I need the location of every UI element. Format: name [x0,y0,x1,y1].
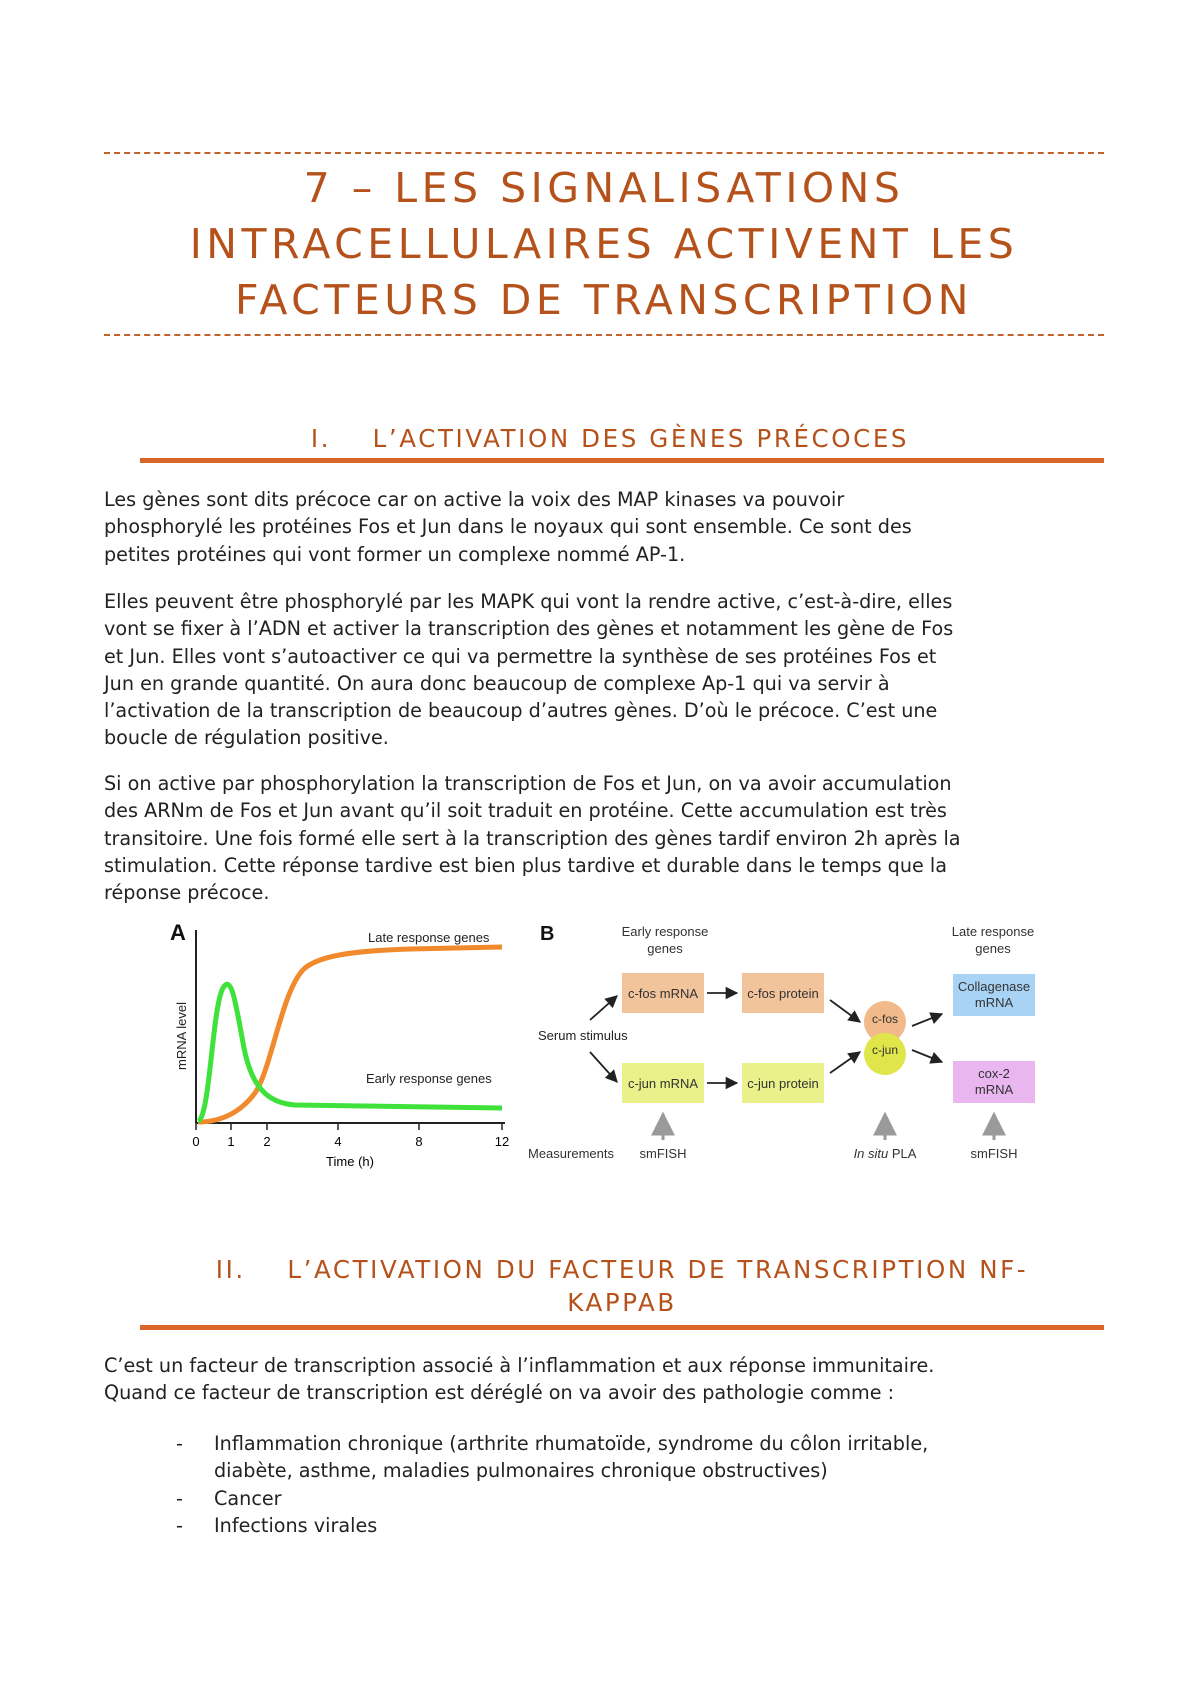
pla-label: PLA [888,1146,917,1161]
document-title [104,152,1104,336]
collagenase-label-1: Collagenase [957,979,1031,994]
serum-stimulus-label: Serum stimulus [538,1028,628,1043]
list-item-text: diabète, asthme, maladies pulmonaires chronique obstructives) [214,1459,828,1483]
title-bottom-rule [104,334,1104,336]
text-line: Jun en grande quantité. On aura donc beaucoup de complexe Ap-1 qui va servir à [104,671,890,695]
cox2-label-2: mRNA [974,1082,1014,1097]
cjun-mrna-label: c-jun mRNA [627,1076,699,1091]
tick-label: 4 [334,1134,342,1149]
title-line-2: INTRACELLULAIRES ACTIVENT LES [189,220,1019,268]
panel-a-letter: A [170,920,186,945]
text-line: phosphorylé les protéines Fos et Jun dans le noyaux qui sont ensemble. Ce sont des [104,515,912,539]
tick-label: 2 [263,1134,271,1149]
cjun-protein-label: c-jun protein [747,1076,819,1091]
text-line: et Jun. Elles vont s’autoactiver ce qui va permettre la synthèse de ses protéines Fos et [104,644,937,668]
section-1-rule [140,458,1104,463]
text-line: Les gènes sont dits précoce car on active la voix des MAP kinases va pouvoir [104,488,845,511]
section-2-heading-line-1: II. L’ACTIVATION DU FACTEUR DE TRANSCRIPTION NF- [215,1255,1029,1284]
text-line: l’activation de la transcription de beaucoup d’autres gènes. D’où le précoce. C’est une [104,699,938,723]
section-1-paragraph-1 [104,486,1114,568]
section-2-heading-line-2: KAPPAB [567,1288,677,1317]
title-top-rule [104,152,1104,154]
cfos-circle-label: c-fos [871,1012,899,1026]
tick-label: 0 [192,1134,200,1149]
text-line: boucle de régulation positive. [104,726,389,750]
cfos-mrna-label: c-fos mRNA [627,986,699,1001]
text-line: Elles peuvent être phosphorylé par les MAPK qui vont la rendre active, c’est-à-dire, elles [104,590,953,613]
bullet-dash: - [176,1513,183,1537]
text-line: stimulation. Cette réponse tardive est bien plus tardive et durable dans le temps que la [104,853,948,877]
panel-a-xlabel: Time (h) [326,1154,374,1169]
section-1-paragraph-3 [104,770,1114,906]
collagenase-label-2: mRNA [974,995,1014,1010]
text-line: vont se fixer à l’ADN et activer la transcription des gènes et notamment les gène de Fos [104,617,954,641]
early-response-label: Early response genes [366,1071,492,1086]
panel-a-ticks [196,1123,502,1130]
figure-svg [160,918,1060,1178]
bullet-dash: - [176,1486,183,1510]
text-line: C’est un facteur de transcription associé à l’inflammation et aux réponse immunitaire. [104,1354,935,1377]
early-header-2: genes [647,941,683,956]
list-item [176,1430,928,1485]
section-2-paragraph-1 [104,1352,1114,1407]
smfish-label-2: smFISH [970,1146,1018,1161]
late-response-label: Late response genes [368,930,490,945]
insitu-pla-label [854,1146,917,1161]
title-line-1: 7 – LES SIGNALISATIONS [303,164,905,212]
insitu-label: In situ [853,1146,889,1161]
text-line: réponse précoce. [104,881,270,905]
list-item [176,1485,928,1512]
late-header-1: Late response [951,924,1035,939]
section-1-heading: I. L’ACTIVATION DES GÈNES PRÉCOCES [310,424,910,453]
figure-early-late-genes [160,918,1060,1178]
text-line: Quand ce facteur de transcription est déréglé on va avoir des pathologie comme : [104,1381,895,1405]
pathology-list [176,1430,928,1539]
cfos-protein-label: c-fos protein [747,986,819,1001]
text-line: Si on active par phosphorylation la transcription de Fos et Jun, on va avoir accumulation [104,772,952,795]
text-line: des ARNm de Fos et Jun avant qu’il soit traduit en protéine. Cette accumulation est très [104,799,947,823]
section-1-paragraph-2 [104,588,1114,752]
list-item-text: Infections virales [214,1513,378,1537]
tick-label: 12 [494,1134,510,1149]
text-line: transitoire. Une fois formé elle sert à la transcription des gènes tardif environ 2h après la [104,826,961,850]
tick-label: 1 [227,1134,235,1149]
panel-a-ylabel: mRNA level [174,1002,189,1070]
early-header-1: Early response [621,924,709,939]
list-item [176,1512,928,1539]
tick-label: 8 [415,1134,423,1149]
title-line-3: FACTEURS DE TRANSCRIPTION [235,276,973,324]
list-item-text: Inflammation chronique (arthrite rhumatoïde, syndrome du côlon irritable, [214,1432,929,1455]
measurements-label: Measurements [528,1146,614,1161]
section-2-heading [140,1255,1104,1317]
early-response-curve [198,984,502,1121]
late-header-2: genes [975,941,1011,956]
panel-b-letter: B [540,923,555,945]
cox2-label-1: cox-2 [978,1066,1010,1081]
cjun-circle-label: c-jun [871,1043,899,1057]
list-item-text: Cancer [214,1486,282,1510]
section-2-rule [140,1325,1104,1330]
text-line: petites protéines qui vont former un complexe nommé AP-1. [104,542,686,566]
smfish-label-1: smFISH [639,1146,687,1161]
bullet-dash: - [176,1432,183,1455]
